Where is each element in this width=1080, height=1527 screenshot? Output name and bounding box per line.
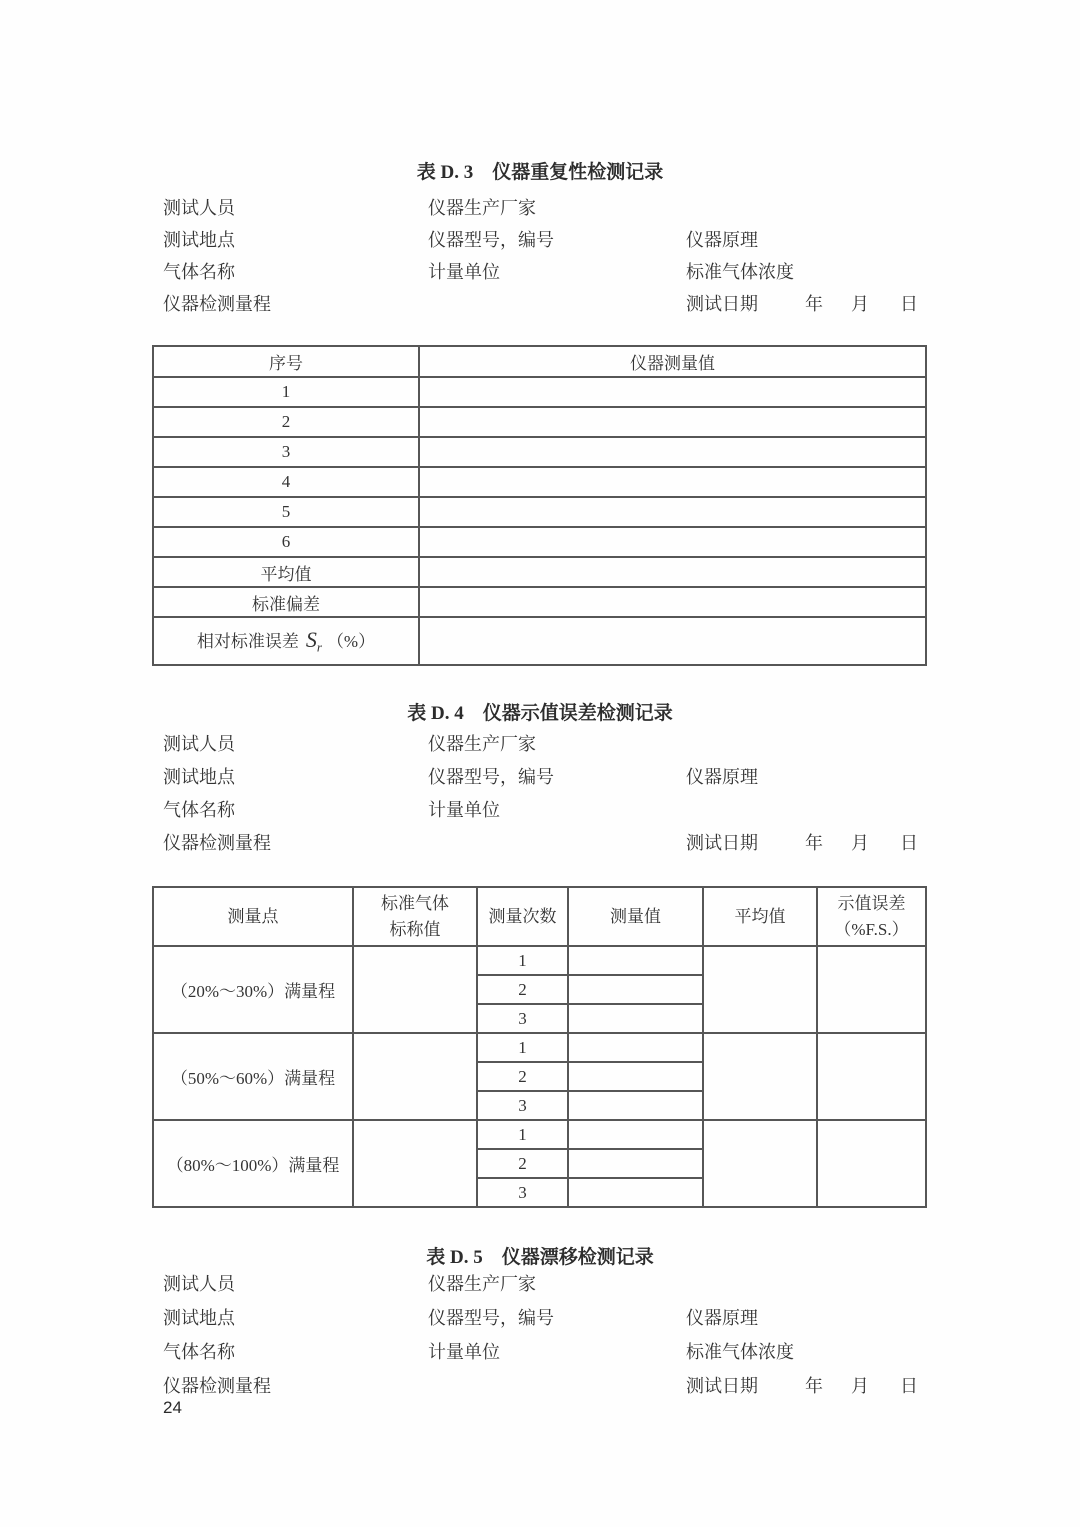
table-row bbox=[153, 407, 926, 437]
date-label: 测试日期 bbox=[686, 294, 758, 314]
info-row-date bbox=[163, 825, 973, 858]
field-label: 计量单位 bbox=[428, 800, 500, 820]
table-row-stddev bbox=[153, 587, 926, 617]
table-header-row bbox=[153, 887, 926, 946]
table-d4-indication-error bbox=[152, 886, 927, 1208]
empty-cell bbox=[568, 946, 703, 975]
sr-prefix: 相对标准误差 bbox=[196, 631, 299, 651]
section-d3-title: 表 D. 3 仪器重复性检测记录 bbox=[416, 162, 664, 183]
field-label: 标准气体浓度 bbox=[686, 1342, 794, 1362]
empty-cell bbox=[419, 557, 926, 587]
field-label: 计量单位 bbox=[428, 262, 500, 282]
field-label: 测试地点 bbox=[163, 1308, 235, 1328]
info-row bbox=[163, 1266, 973, 1300]
field-label: 气体名称 bbox=[163, 1342, 235, 1362]
header-line: 平均值 bbox=[734, 906, 786, 926]
date-month-label: 月 bbox=[851, 1376, 869, 1396]
col-header-error bbox=[817, 887, 926, 946]
empty-cell bbox=[419, 467, 926, 497]
header-line: 测量值 bbox=[610, 906, 661, 926]
empty-cell bbox=[568, 975, 703, 1004]
field-label: 仪器原理 bbox=[686, 230, 758, 250]
times-cell: 3 bbox=[477, 1091, 568, 1120]
empty-cell bbox=[817, 1120, 926, 1207]
field-label: 仪器生产厂家 bbox=[428, 734, 536, 754]
times-cell: 2 bbox=[477, 1149, 568, 1178]
row-label: 平均值 bbox=[153, 557, 419, 587]
empty-cell bbox=[568, 1149, 703, 1178]
table-row bbox=[153, 437, 926, 467]
sr-suffix: （%） bbox=[326, 631, 376, 651]
info-row bbox=[163, 792, 973, 825]
empty-cell bbox=[419, 437, 926, 467]
field-label: 仪器型号，编号 bbox=[428, 1308, 554, 1328]
table-row-average bbox=[153, 557, 926, 587]
group-label: （20%～30%）满量程 bbox=[153, 946, 353, 1033]
field-label: 气体名称 bbox=[163, 262, 235, 282]
section-d4-info bbox=[163, 726, 973, 858]
info-row bbox=[163, 1334, 973, 1368]
empty-cell bbox=[703, 1033, 817, 1120]
table-row-rel-std-error bbox=[153, 617, 926, 665]
field-label: 仪器原理 bbox=[686, 767, 758, 787]
page-number: 24 bbox=[163, 1398, 182, 1417]
table-row bbox=[153, 467, 926, 497]
field-label: 测试人员 bbox=[163, 734, 235, 754]
section-d3-info bbox=[163, 190, 973, 318]
times-cell: 1 bbox=[477, 946, 568, 975]
table-header-row bbox=[153, 346, 926, 377]
empty-cell bbox=[703, 946, 817, 1033]
col-header-point bbox=[153, 887, 353, 946]
empty-cell bbox=[419, 527, 926, 557]
section-d4-title: 表 D. 4 仪器示值误差检测记录 bbox=[407, 703, 673, 724]
date-month-label: 月 bbox=[851, 833, 869, 853]
table-row bbox=[153, 377, 926, 407]
empty-cell bbox=[568, 1062, 703, 1091]
field-label: 测试人员 bbox=[163, 1274, 235, 1294]
field-label: 标准气体浓度 bbox=[686, 262, 794, 282]
group-label: （50%～60%）满量程 bbox=[153, 1033, 353, 1120]
date-day-label: 日 bbox=[900, 833, 918, 853]
date-label: 测试日期 bbox=[686, 1376, 758, 1396]
empty-cell bbox=[568, 1091, 703, 1120]
date-year-label: 年 bbox=[805, 833, 823, 853]
field-label: 计量单位 bbox=[428, 1342, 500, 1362]
times-cell: 3 bbox=[477, 1004, 568, 1033]
sr-subscript: r bbox=[316, 639, 322, 655]
field-label: 仪器生产厂家 bbox=[428, 1274, 536, 1294]
col-header-value bbox=[568, 887, 703, 946]
times-cell: 2 bbox=[477, 975, 568, 1004]
info-row-date bbox=[163, 286, 973, 318]
sr-symbol: S bbox=[305, 626, 317, 652]
date-year-label: 年 bbox=[805, 294, 823, 314]
header-line: 测量点 bbox=[227, 906, 279, 926]
times-cell: 1 bbox=[477, 1120, 568, 1149]
empty-cell bbox=[419, 407, 926, 437]
empty-cell bbox=[419, 617, 926, 665]
field-label: 仪器检测量程 bbox=[163, 294, 271, 314]
row-label: 1 bbox=[153, 377, 419, 407]
date-label: 测试日期 bbox=[686, 833, 758, 853]
empty-cell bbox=[817, 1033, 926, 1120]
field-label: 仪器生产厂家 bbox=[428, 198, 536, 218]
empty-cell bbox=[568, 1033, 703, 1062]
date-year-label: 年 bbox=[805, 1376, 823, 1396]
empty-cell bbox=[703, 1120, 817, 1207]
header-line: （%F.S.） bbox=[834, 919, 909, 939]
field-label: 测试地点 bbox=[163, 767, 235, 787]
empty-cell bbox=[817, 946, 926, 1033]
times-cell: 2 bbox=[477, 1062, 568, 1091]
info-row bbox=[163, 254, 973, 286]
info-row bbox=[163, 726, 973, 759]
header-line: 标准气体 bbox=[381, 893, 449, 913]
info-row bbox=[163, 1300, 973, 1334]
times-cell: 1 bbox=[477, 1033, 568, 1062]
empty-cell bbox=[419, 377, 926, 407]
field-label: 测试地点 bbox=[163, 230, 235, 250]
section-d5-info bbox=[163, 1266, 973, 1402]
info-row-date bbox=[163, 1368, 973, 1402]
table-row bbox=[153, 527, 926, 557]
field-label: 仪器型号，编号 bbox=[428, 767, 554, 787]
field-label: 仪器检测量程 bbox=[163, 833, 271, 853]
group-label: （80%～100%）满量程 bbox=[153, 1120, 353, 1207]
col-header-count bbox=[477, 887, 568, 946]
date-day-label: 日 bbox=[900, 294, 918, 314]
table-d3-repeatability bbox=[152, 345, 927, 666]
field-label: 仪器检测量程 bbox=[163, 1376, 271, 1396]
empty-cell bbox=[568, 1004, 703, 1033]
header-line: 示值误差 bbox=[837, 893, 906, 913]
col-header-measured-value: 仪器测量值 bbox=[419, 346, 926, 377]
field-label: 气体名称 bbox=[163, 800, 235, 820]
info-row bbox=[163, 759, 973, 792]
date-month-label: 月 bbox=[851, 294, 869, 314]
field-label: 仪器型号，编号 bbox=[428, 230, 554, 250]
row-label: 4 bbox=[153, 467, 419, 497]
date-day-label: 日 bbox=[900, 1376, 918, 1396]
row-label: 2 bbox=[153, 407, 419, 437]
empty-cell bbox=[419, 497, 926, 527]
times-cell: 3 bbox=[477, 1178, 568, 1207]
col-header-nominal bbox=[353, 887, 477, 946]
table-row bbox=[153, 1120, 926, 1149]
field-label: 仪器原理 bbox=[686, 1308, 758, 1328]
empty-cell bbox=[419, 587, 926, 617]
table-row bbox=[153, 946, 926, 975]
col-header-seq: 序号 bbox=[153, 346, 419, 377]
empty-cell bbox=[353, 1033, 477, 1120]
table-row bbox=[153, 1033, 926, 1062]
empty-cell bbox=[353, 946, 477, 1033]
row-label: 6 bbox=[153, 527, 419, 557]
empty-cell bbox=[568, 1120, 703, 1149]
header-line: 测量次数 bbox=[488, 906, 557, 926]
info-row bbox=[163, 190, 973, 222]
row-label-sr bbox=[153, 617, 419, 665]
table-row bbox=[153, 497, 926, 527]
field-label: 测试人员 bbox=[163, 198, 235, 218]
info-row bbox=[163, 222, 973, 254]
empty-cell bbox=[568, 1178, 703, 1207]
section-d5-title: 表 D. 5 仪器漂移检测记录 bbox=[426, 1247, 654, 1268]
row-label: 5 bbox=[153, 497, 419, 527]
header-line: 标称值 bbox=[389, 919, 441, 939]
empty-cell bbox=[353, 1120, 477, 1207]
col-header-average bbox=[703, 887, 817, 946]
row-label: 3 bbox=[153, 437, 419, 467]
row-label: 标准偏差 bbox=[153, 587, 419, 617]
